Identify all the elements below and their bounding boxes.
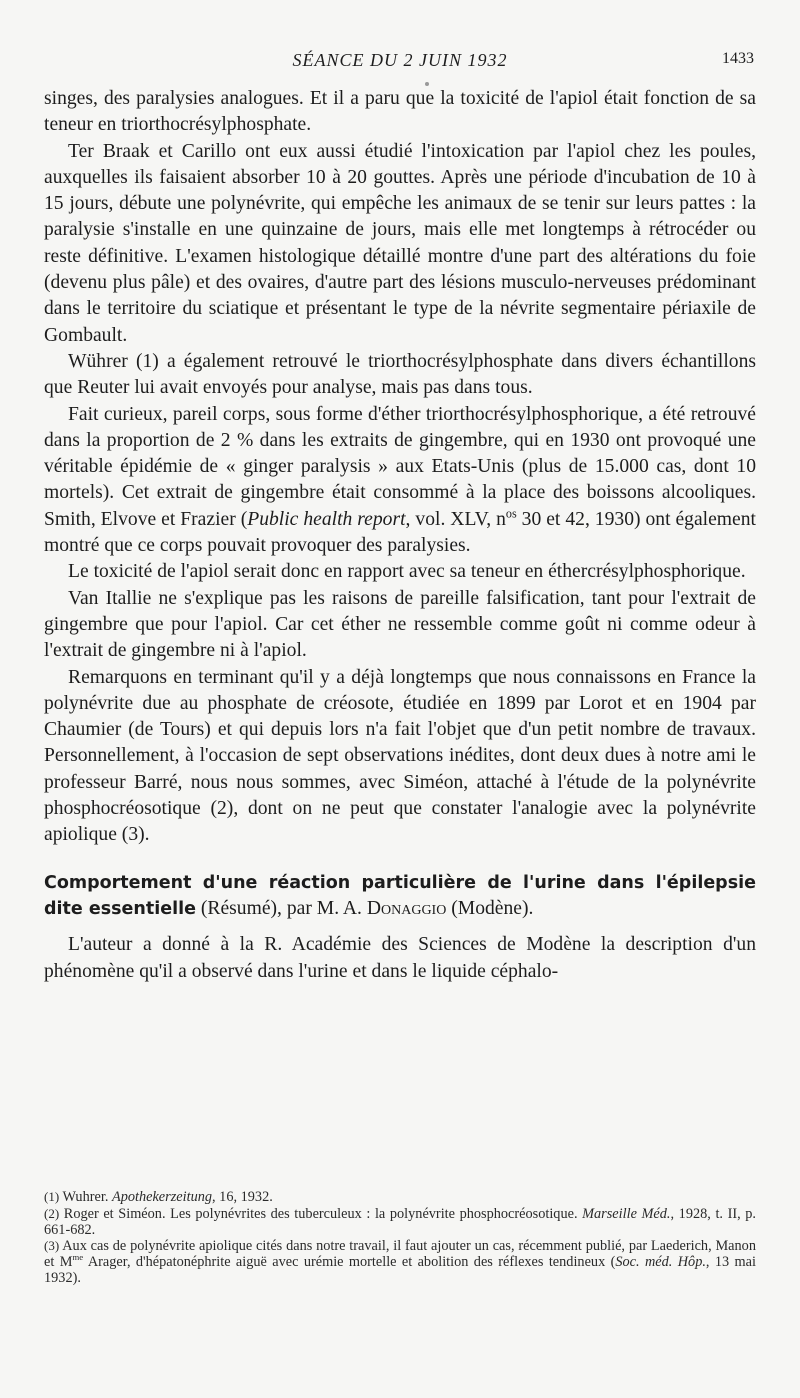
author-name: Roger: [63, 1205, 99, 1222]
footnote: [44, 1206, 756, 1239]
author-name: Donaggio: [366, 897, 447, 919]
text-run: , vol. XLV, n: [405, 508, 506, 530]
author-name: Laederich, Manon: [650, 1238, 756, 1255]
journal-title: Marseille Méd.: [582, 1205, 671, 1222]
journal-title: Soc. méd. Hôp.: [615, 1254, 706, 1271]
author-name: Siméon: [118, 1205, 162, 1222]
running-header: [0, 50, 800, 74]
section-title: Comportement d'une réaction particulière de l'urine dans l'épilepsie dite essentielle: [44, 872, 756, 919]
paragraph: L'auteur a donné à la R. Académie des Sciences de Modène la description d'un phénomène qu'il a observé dans l'urine et dans le liquide céphalo-: [44, 934, 756, 982]
footnote: [44, 1238, 756, 1286]
journal-title: Apothekerzeitung: [111, 1189, 213, 1205]
footnote-number: (3): [44, 1238, 60, 1254]
paragraph: Le toxicité de l'apiol serait donc en rapport avec sa teneur en éthercrésylphosphorique.: [68, 561, 746, 583]
superscript: os: [505, 506, 517, 521]
paragraph: Van Itallie ne s'explique pas les raisons de pareille falsification, tant pour l'extrait de gingembre que pour l'apiol. Car cet éther ne ressemble comme goût ni comme odeur à l'extrait de gingembre ni à l'apiol.: [44, 587, 756, 662]
footnotes: [44, 1189, 756, 1287]
superscript: me: [72, 1252, 84, 1263]
text-run: . Les polynévrites des tuberculeux : la polynévrite phosphocréosotique.: [161, 1205, 583, 1222]
footnote: [44, 1189, 756, 1206]
text-run: , 16, 1932.: [212, 1189, 273, 1205]
text-run: (Résumé), par M. A.: [195, 897, 367, 919]
page-number: 1433: [722, 50, 754, 67]
paragraph: Ter Braak et Carillo ont eux aussi étudié l'intoxication par l'apiol chez les poules, auxquelles ils faisaient absorber 10 à 20 gouttes. Après une période d'incubation de 10 à 15 jours, débute une polynévrite, qui empêche les animaux de se tenir sur leurs pattes : la paralysie s'installe en une quinzaine de jours, mais elle met longtemps à rétrocéder ou reste définitive. L'examen histologique détaillé montre d'une part des altérations du foie (devenu plus pâle) et des ovaires, d'autre part des lésions musculo-nerveuses prédominant dans le territoire du sciatique et présentant le type de la névrite segmentaire périaxile de Gombault.: [44, 140, 756, 346]
text-run: 30 et 42, 1930) ont également montré que ce corps pouvait provoquer des paralysies.: [44, 508, 756, 557]
text-run: , 13 mai 1932).: [44, 1254, 756, 1286]
text-run: et M: [44, 1254, 73, 1271]
text-run: .: [104, 1189, 112, 1205]
text-run: , d'hépatonéphrite aiguë avec urémie mortelle et abolition des réflexes tendineux (: [126, 1254, 616, 1271]
footnote-number: (1): [44, 1189, 60, 1204]
author-name: Wuhrer: [62, 1189, 105, 1205]
text-run: , 1928, t. II, p. 661-682.: [44, 1205, 757, 1238]
main-text: [44, 86, 756, 985]
text-run: (Modène).: [446, 897, 534, 919]
paragraph: singes, des paralysies analogues. Et il a paru que la toxicité de l'apiol était fonction de sa teneur en triorthocrésylphosphate.: [44, 88, 756, 136]
footnote-number: (2): [44, 1205, 60, 1221]
section-heading: [44, 870, 756, 923]
running-title: SÉANCE DU 2 JUIN 1932: [292, 50, 508, 70]
paragraph: Wührer (1) a également retrouvé le triorthocrésylphosphate dans divers échantillons que Reuter lui avait envoyés pour analyse, mais pas dans tous.: [44, 350, 756, 399]
text-run: Fait curieux, pareil corps, sous forme d'éther triorthocrésylphosphorique, a été retrouvé dans la proportion de 2 % dans les extraits de gingembre, qui en 1930 ont provoqué une véritable épidémie de « ginger paralysis » aux Etats-Unis (plus de 15.000 cas, dont 10 mortels). Cet extrait de gingembre était consommé à la place des boissons alcooliques. Smith, Elvove et Frazier (: [44, 403, 756, 530]
text-run: et: [98, 1205, 119, 1222]
paragraph: Remarquons en terminant qu'il y a déjà longtemps que nous connaissons en France la polynévrite due au phosphate de créosote, étudiée en 1899 par Lorot et en 1904 par Chaumier (de Tours) et qui depuis lors n'a fait l'objet que d'un petit nombre de travaux. Personnellement, à l'occasion de sept observations inédites, dont deux dues à notre ami le professeur Barré, nous nous sommes, avec Siméon, attaché à l'étude de la polynévrite phosphocréosotique (2), dont on ne peut que constater l'analogie avec la polynévrite apiolique (3).: [44, 666, 756, 846]
paragraph: [44, 402, 756, 560]
journal-title: Public health report: [247, 508, 406, 530]
text-run: Aux cas de polynévrite apiolique cités dans notre travail, il faut ajouter un cas, récemment publié, par: [62, 1238, 651, 1255]
author-name: Arager: [83, 1254, 127, 1271]
